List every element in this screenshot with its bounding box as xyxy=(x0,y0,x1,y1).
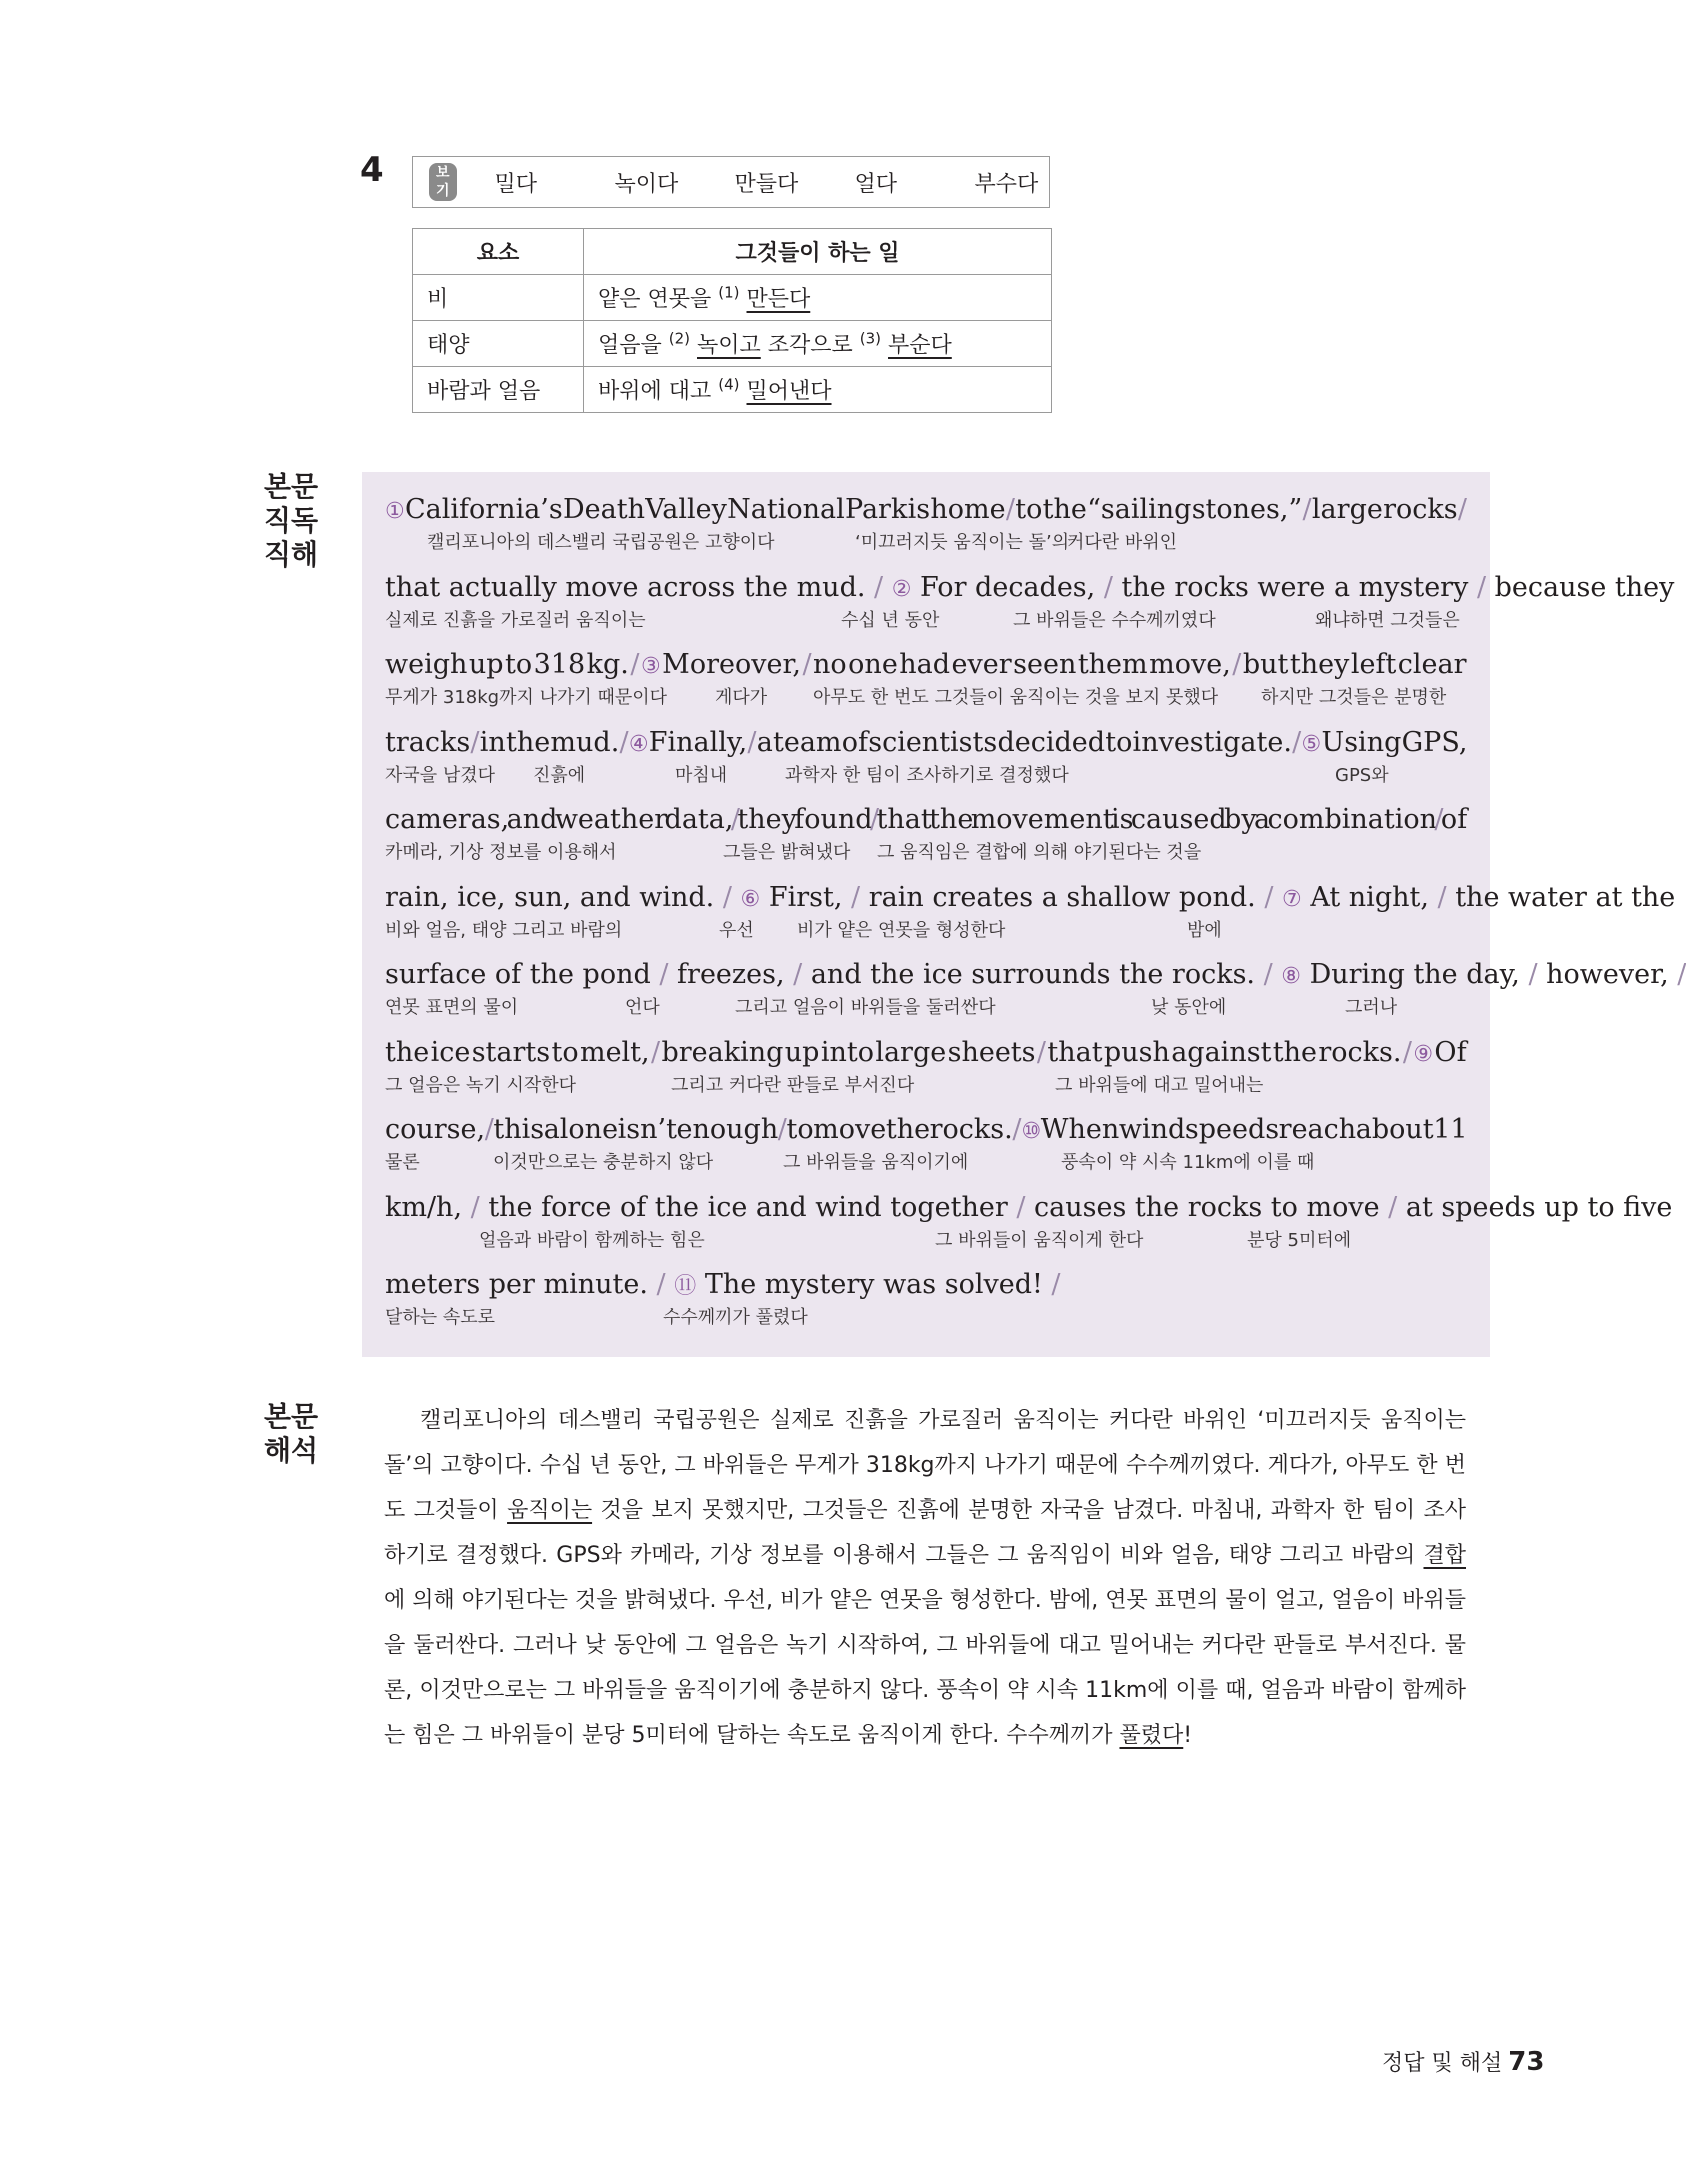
sentence-number: ⑨ xyxy=(1413,1041,1434,1067)
korean-gloss: 카메라, 기상 정보를 이용해서 xyxy=(385,842,617,863)
korean-gloss: 물론 xyxy=(385,1152,420,1173)
korean-gloss: 우선 xyxy=(719,919,754,941)
korean-gloss: 풍속이 약 시속 11km에 이를 때 xyxy=(1061,1152,1315,1173)
chunk-divider: / xyxy=(1302,494,1312,525)
korean-gloss: 그 바위들이 움직이게 한다 xyxy=(935,1229,1144,1251)
chunk-divider: / xyxy=(656,1269,666,1300)
korean-gloss: 수십 년 동안 xyxy=(841,609,940,631)
chunk-divider: / xyxy=(722,881,732,913)
english-chunk: surface of the pond xyxy=(385,959,660,990)
blank-number: (2) xyxy=(668,329,690,348)
element-cell: 태양 xyxy=(413,321,584,367)
english-chunk: During the day, xyxy=(1301,959,1529,990)
chunk-divider: / xyxy=(630,649,640,680)
direct-reading-box xyxy=(362,472,1686,1357)
action-cell xyxy=(584,367,1052,413)
english-chunk: tracks xyxy=(385,726,471,758)
english-chunk: Moreover, xyxy=(660,649,803,680)
english-chunk: freezes, xyxy=(668,959,794,990)
english-chunk: this alone isn’t enough xyxy=(493,1114,778,1145)
chunk-divider: / xyxy=(1264,881,1274,913)
blank-number: (3) xyxy=(859,329,882,348)
english-chunk: the force of the ice and wind together xyxy=(479,1191,1017,1223)
question-number: 4 xyxy=(360,150,384,190)
english-chunk: the ice starts to melt, xyxy=(385,1036,651,1068)
english-chunk xyxy=(1273,959,1282,990)
english-chunk: The mystery was solved! xyxy=(696,1269,1052,1300)
chunk-divider: / xyxy=(747,726,757,758)
action-cell xyxy=(584,321,1052,367)
page-footer xyxy=(1382,2046,1544,2077)
chunk-divider: / xyxy=(470,1191,480,1223)
english-chunk: Using GPS, xyxy=(1321,726,1468,758)
chunk-divider: / xyxy=(851,881,861,913)
korean-gloss: 게다가 xyxy=(715,687,768,708)
chunk-divider: / xyxy=(802,649,812,680)
english-chunk: the water at the xyxy=(1446,881,1676,913)
english-line xyxy=(385,1269,1467,1303)
translation-text: ! xyxy=(1183,1723,1193,1748)
korean-gloss: 분당 5미터에 xyxy=(1247,1229,1352,1251)
korean-gloss: 달하는 속도로 xyxy=(385,1307,496,1328)
korean-gloss: 얼음과 바람이 함께하는 힘은 xyxy=(479,1229,705,1251)
english-chunk: First, xyxy=(760,881,852,913)
korean-gloss: 이것만으로는 충분하지 않다 xyxy=(493,1152,714,1173)
english-line xyxy=(385,727,1467,761)
english-chunk: weigh up to 318 kg. xyxy=(385,649,631,680)
english-chunk: Of xyxy=(1433,1036,1467,1068)
chunk-divider: / xyxy=(1292,726,1302,758)
bogi-word: 부수다 xyxy=(974,171,1039,197)
english-chunk: however, xyxy=(1537,959,1678,990)
korean-gloss: 밤에 xyxy=(1187,919,1222,941)
chunk-divider: / xyxy=(1263,959,1273,990)
sentence-number: ⑧ xyxy=(1281,964,1302,989)
english-line xyxy=(385,959,1686,993)
chunk-divider: / xyxy=(1232,649,1242,680)
korean-gloss: 아무도 한 번도 그것들이 움직이는 것을 보지 못했다 xyxy=(813,687,1219,708)
action-text: 바위에 대고 xyxy=(598,379,719,404)
korean-gloss: 수수께끼가 풀렸다 xyxy=(663,1307,808,1328)
bogi-word: 만들다 xyxy=(734,171,799,197)
korean-gloss: 실제로 진흙을 가로질러 움직이는 xyxy=(385,609,646,631)
chunk-divider: / xyxy=(650,1036,661,1068)
english-chunk: and the ice surrounds the rocks. xyxy=(802,959,1264,990)
korean-gloss: 낮 동안에 xyxy=(1151,997,1227,1018)
bogi-box xyxy=(412,156,1050,208)
korean-gloss: 그들은 밝혀냈다 xyxy=(723,842,851,863)
chunk-divider: / xyxy=(1402,1036,1412,1068)
chunk-divider: / xyxy=(484,1114,494,1145)
action-text: 조각으로 xyxy=(760,333,860,358)
korean-gloss: 그 바위들을 움직이기에 xyxy=(783,1152,969,1173)
english-line xyxy=(385,881,1676,916)
sentence-number: ⑩ xyxy=(1021,1119,1042,1144)
translation-text: 캘리포니아의 데스밸리 국립공원은 실제로 진흙을 가로질러 움직이는 커다란 바위인 ‘미끄러지듯 움직이는 돌’의 고향이다. 수십 년 동안, 그 바위들은 무게가 318kg까지 나가기 때문에 수수께끼였다. 게다가, 아무도 한 번도 그것들이 xyxy=(384,1408,1466,1523)
chunk-divider: / xyxy=(470,726,480,758)
bogi-word-list xyxy=(495,167,1095,198)
answer-text: 밀어낸다 xyxy=(746,379,832,404)
element-table xyxy=(412,228,1052,413)
chunk-divider: / xyxy=(1457,494,1467,525)
chunk-divider: / xyxy=(1677,959,1686,990)
english-chunk: of xyxy=(1443,804,1468,835)
action-cell xyxy=(584,275,1052,321)
english-chunk: in the mud. xyxy=(479,726,620,758)
bogi-word: 녹이다 xyxy=(614,171,679,197)
english-chunk: no one had ever seen them move, xyxy=(811,649,1233,680)
korean-gloss: 진흙에 xyxy=(533,764,586,786)
korean-gloss: 그러나 xyxy=(1345,997,1398,1018)
korean-gloss: 마침내 xyxy=(675,764,728,786)
action-text: 얕은 연못을 xyxy=(598,287,719,312)
korean-gloss: 비가 얕은 연못을 형성한다 xyxy=(797,919,1006,941)
korean-gloss: 그 바위들은 수수께끼였다 xyxy=(1013,609,1216,631)
footer-label: 정답 및 해설 xyxy=(1382,2051,1503,2076)
page-number: 73 xyxy=(1508,2047,1545,2077)
chunk-divider: / xyxy=(619,726,629,758)
english-chunk: meters per minute. xyxy=(385,1269,657,1300)
translation-paragraph xyxy=(384,1398,1466,1758)
english-chunk: rain, ice, sun, and wind. xyxy=(385,881,723,913)
english-chunk: At night, xyxy=(1301,881,1438,913)
korean-gloss: 왜냐하면 그것들은 xyxy=(1315,609,1460,631)
korean-gloss: 자국을 남겼다 xyxy=(385,764,496,786)
table-row xyxy=(413,321,1052,367)
english-chunk: km/h, xyxy=(385,1191,471,1223)
chunk-divider: / xyxy=(1005,494,1015,525)
korean-gloss: 연못 표면의 물이 xyxy=(385,997,519,1018)
chunk-divider: / xyxy=(1434,804,1444,835)
answer-text: 녹이고 xyxy=(697,333,761,358)
table-row xyxy=(413,367,1052,413)
english-chunk: course, xyxy=(385,1114,485,1145)
chunk-divider: / xyxy=(793,959,803,990)
english-line xyxy=(385,804,1467,836)
chunk-divider: / xyxy=(1103,571,1113,603)
answer-text: 부순다 xyxy=(888,333,952,358)
english-line xyxy=(385,649,1467,683)
korean-gloss: 그 움직임은 결합에 의해 야기된다는 것을 xyxy=(877,842,1202,863)
table-header: 요소 xyxy=(413,229,584,275)
english-chunk: that actually move across the mud. xyxy=(385,571,875,603)
chunk-divider: / xyxy=(874,571,884,603)
sentence-number: ② xyxy=(891,576,912,602)
chunk-divider: / xyxy=(869,804,880,835)
english-line xyxy=(385,1037,1467,1071)
chunk-divider: / xyxy=(1437,881,1447,913)
sentence-number: ⑥ xyxy=(740,886,761,912)
chunk-divider: / xyxy=(659,959,669,990)
reading-section-label xyxy=(264,470,324,572)
english-chunk: a team of scientists decided to investigate. xyxy=(756,726,1293,758)
label-line: 직해 xyxy=(264,538,319,571)
bogi-tag: 보기 xyxy=(429,163,457,201)
korean-gloss: 캘리포니아의 데스밸리 국립공원은 고향이다 xyxy=(427,532,775,553)
english-chunk xyxy=(732,882,741,913)
blank-number: (1) xyxy=(718,283,740,302)
label-line: 직독 xyxy=(264,504,319,537)
chunk-divider: / xyxy=(1388,1191,1398,1223)
bogi-word: 밀다 xyxy=(494,171,538,197)
bogi-word: 얼다 xyxy=(854,171,898,197)
translation-text: 에 의해 야기된다는 것을 밝혀냈다. 우선, 비가 얕은 연못을 형성한다. 밤에, 연못 표면의 물이 얼고, 얼음이 바위들을 둘러싼다. 그러나 낮 동안에 그 얼음은 녹기 시작하여, 그 바위들에 대고 밀어내는 커다란 판들로 부서진다. 물론, 이것만으로는 그 바위들을 움직이기에 충분하지 않다. 풍속이 약 시속 11km에 이를 때, 얼음과 바람이 함께하는 힘은 그 바위들이 분당 5미터에 달하는 속도로 움직이게 한다. 수수께끼가 xyxy=(384,1588,1466,1748)
english-chunk: causes the rocks to move xyxy=(1025,1191,1389,1223)
korean-gloss: 그리고 얼음이 바위들을 둘러싼다 xyxy=(735,997,996,1018)
chunk-divider: / xyxy=(1016,1191,1026,1223)
blank-number: (4) xyxy=(718,375,740,394)
table-header-row xyxy=(413,229,1052,275)
sentence-number: ① xyxy=(385,499,405,524)
chunk-divider: / xyxy=(777,1114,787,1145)
english-chunk: California’s Death Valley National Park is home xyxy=(404,494,1006,525)
english-chunk xyxy=(1273,882,1282,913)
english-chunk: that push against the rocks. xyxy=(1045,1036,1403,1068)
translation-text: 것을 보지 못했지만, 그것들은 진흙에 분명한 자국을 남겼다. 마침내, 과학자 한 팀이 조사하기로 결정했다. GPS와 카메라, 기상 정보를 이용해서 그들은 그 움직임이 비와 얼음, 태양 그리고 바람의 xyxy=(384,1498,1467,1568)
chunk-divider: / xyxy=(1051,1269,1061,1300)
korean-gloss: 그 바위들에 대고 밀어내는 xyxy=(1055,1074,1264,1096)
english-chunk: but they left clear xyxy=(1241,649,1467,680)
element-cell: 바람과 얼음 xyxy=(413,367,584,413)
underlined-word: 움직이는 xyxy=(507,1498,593,1523)
element-cell: 비 xyxy=(413,275,584,321)
english-chunk: they found xyxy=(739,804,870,835)
korean-gloss: 하지만 그것들은 분명한 xyxy=(1261,687,1447,708)
chunk-divider: / xyxy=(730,804,740,835)
underlined-word: 결합 xyxy=(1423,1543,1466,1568)
underlined-word: 풀렸다 xyxy=(1119,1723,1184,1748)
english-chunk: large rocks xyxy=(1311,494,1458,525)
korean-gloss: 과학자 한 팀이 조사하기로 결정했다 xyxy=(785,764,1069,786)
korean-gloss: 비와 얼음, 태양 그리고 바람의 xyxy=(385,919,623,941)
sentence-number: ⑪ xyxy=(674,1274,697,1299)
english-chunk: For decades, xyxy=(911,571,1104,603)
korean-gloss: 언다 xyxy=(625,997,660,1018)
english-chunk: the rocks were a mystery xyxy=(1112,571,1477,603)
sentence-number: ⑦ xyxy=(1282,886,1302,912)
english-line xyxy=(385,494,1467,528)
translation-section-label xyxy=(264,1400,324,1468)
sentence-number: ⑤ xyxy=(1301,731,1322,757)
korean-gloss: 그리고 커다란 판들로 부서진다 xyxy=(671,1074,915,1096)
english-chunk xyxy=(883,572,892,603)
english-chunk: rain creates a shallow pond. xyxy=(860,881,1265,913)
korean-gloss: 무게가 318kg까지 나가기 때문이다 xyxy=(385,687,668,708)
english-line xyxy=(385,1191,1673,1224)
table-header: 그것들이 하는 일 xyxy=(584,229,1052,275)
english-chunk: When wind speeds reach about 11 xyxy=(1041,1114,1468,1145)
sentence-number: ③ xyxy=(640,654,661,679)
english-chunk: to the “sailing stones,” xyxy=(1014,494,1303,525)
korean-gloss: GPS와 xyxy=(1335,764,1389,786)
label-line: 해석 xyxy=(264,1434,319,1467)
english-line xyxy=(385,1114,1467,1148)
chunk-divider: / xyxy=(1012,1114,1022,1145)
english-chunk: that the movement is caused by a combination xyxy=(879,804,1435,835)
english-chunk: to move the rocks. xyxy=(786,1114,1013,1145)
action-text: 얼음을 xyxy=(598,333,669,358)
english-chunk: breaking up into large sheets xyxy=(660,1036,1037,1068)
chunk-divider: / xyxy=(1036,1036,1046,1068)
label-line: 본문 xyxy=(264,470,319,503)
english-chunk: because they xyxy=(1486,571,1675,603)
table-row xyxy=(413,275,1052,321)
label-line: 본문 xyxy=(264,1400,319,1433)
korean-gloss: 커다란 바위인 xyxy=(1067,532,1178,553)
english-chunk: cameras, and weather data, xyxy=(385,804,731,835)
english-line xyxy=(385,571,1675,606)
answer-text: 만든다 xyxy=(746,287,811,312)
chunk-divider: / xyxy=(1528,959,1538,990)
sentence-number: ④ xyxy=(628,731,649,757)
english-chunk: Finally, xyxy=(648,726,748,758)
english-chunk xyxy=(666,1269,675,1300)
korean-gloss: ‘미끄러지듯 움직이는 돌’의 xyxy=(855,532,1070,553)
chunk-divider: / xyxy=(1476,571,1487,603)
korean-gloss: 그 얼음은 녹기 시작한다 xyxy=(385,1074,577,1096)
english-chunk: at speeds up to five xyxy=(1397,1191,1673,1223)
